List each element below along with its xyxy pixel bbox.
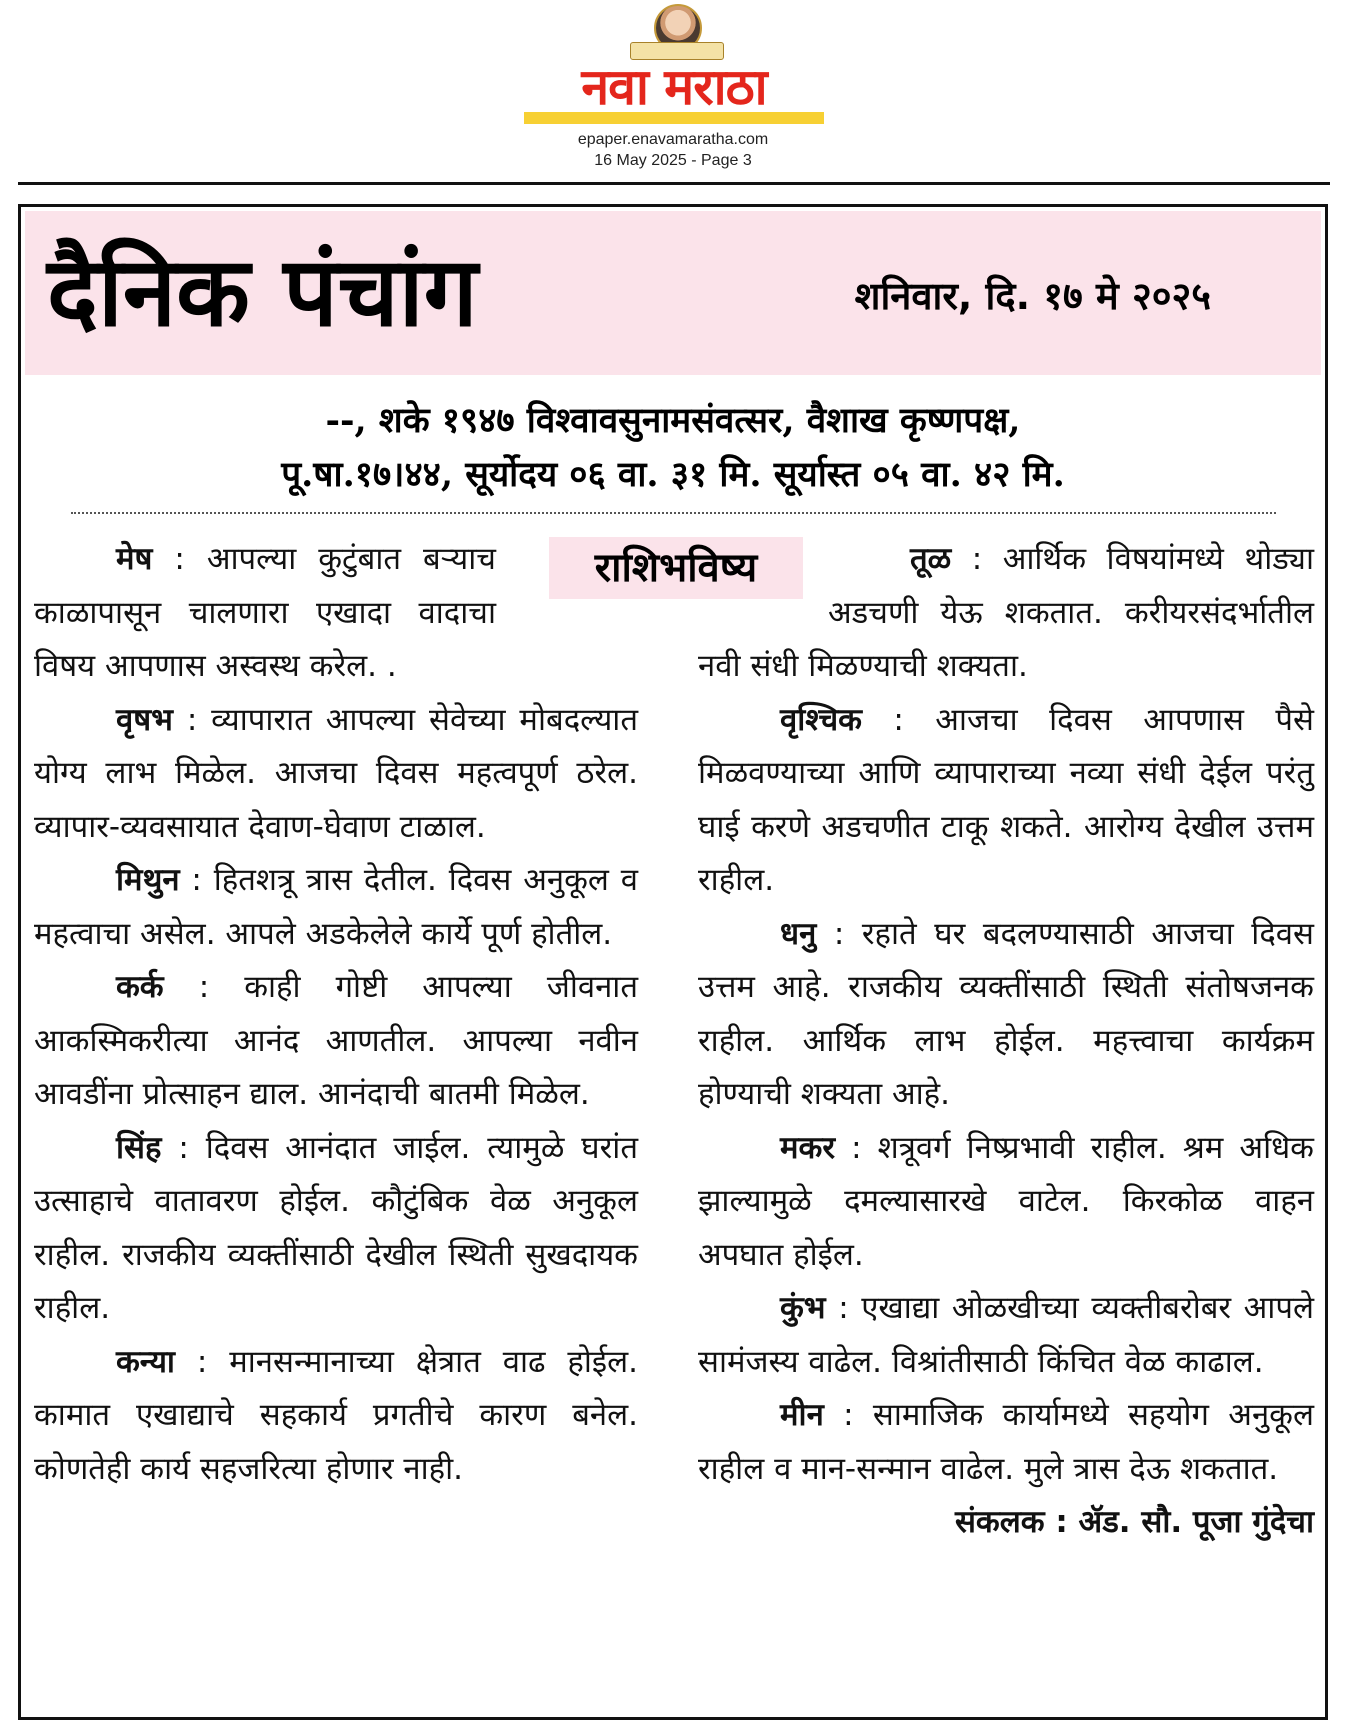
horoscope-text: : व्यापारात आपल्या सेवेच्या मोबदल्यात योग्य लाभ मिळेल. आजचा दिवस महत्वपूर्ण ठरेल. व्यापार-व्यवसायात देवाण-घेवाण टाळाल. xyxy=(34,701,638,845)
horoscope-entry xyxy=(698,694,1314,908)
horoscope-right-column xyxy=(698,533,1314,1550)
newspaper-logo[interactable]: नवा मराठा xyxy=(581,58,767,116)
zodiac-sign: तूळ xyxy=(910,541,952,577)
panchang-details-line-2: पू.षा.१७।४४, सूर्योदय ०६ वा. ३१ मि. सूर्यास्त ०५ वा. ४२ मि. xyxy=(281,454,1065,495)
horoscope-entry xyxy=(34,694,638,855)
badge-spacer xyxy=(496,533,638,633)
horoscope-text: : आर्थिक विषयांमध्ये थोड्या अडचणी येऊ शकतात. करीयरसंदर्भातील नवी संधी मिळण्याची शक्यता. xyxy=(698,541,1314,684)
epaper-url[interactable]: epaper.enavamaratha.com xyxy=(577,131,769,148)
dotted-divider xyxy=(71,512,1276,514)
top-divider xyxy=(18,182,1330,185)
horoscope-entry xyxy=(34,854,638,961)
title-band xyxy=(25,211,1321,375)
horoscope-entry xyxy=(698,1389,1314,1496)
zodiac-sign: मिथुन xyxy=(116,862,180,898)
horoscope-text: : शत्रूवर्ग निष्प्रभावी राहील. श्रम अधिक झाल्यामुळे दमल्यासारखे वाटेल. किरकोळ वाहन अपघात होईल. xyxy=(698,1129,1314,1273)
horoscope-text: : सामाजिक कार्यामध्ये सहयोग अनुकूल राहील व मान-सन्मान वाढेल. मुले त्रास देऊ शकतात. xyxy=(698,1397,1314,1487)
horoscope-text: : काही गोष्टी आपल्या जीवनात आकस्मिकरीत्या आनंद आणतील. आपल्या नवीन आवडींना प्रोत्साहन द्याल. आनंदाची बातमी मिळेल. xyxy=(34,969,638,1112)
zodiac-sign: मीन xyxy=(780,1397,824,1433)
zodiac-sign: वृषभ xyxy=(116,701,173,738)
horoscope-entry xyxy=(698,1282,1314,1389)
zodiac-sign: कर्क xyxy=(116,969,164,1005)
horoscope-text: : एखाद्या ओळखीच्या व्यक्तीबरोबर आपले सामंजस्य वाढेल. विश्रांतीसाठी किंचित वेळ काढाल. xyxy=(698,1290,1314,1380)
zodiac-sign: मकर xyxy=(780,1129,836,1166)
horoscope-text: : मानसन्मानाच्या क्षेत्रात वाढ होईल. कामात एखाद्याचे सहकार्य प्रगतीचे कारण बनेल. कोणतेही कार्य सहजरित्या होणार नाही. xyxy=(34,1343,638,1487)
horoscope-entry xyxy=(698,908,1314,1122)
zodiac-sign: वृश्चिक xyxy=(780,701,862,738)
panchang-details-line-1: --, शके १९४७ विश्वावसुनामसंवत्सर, वैशाख कृष्णपक्ष, xyxy=(325,400,1021,441)
zodiac-sign: मेष xyxy=(116,541,153,577)
horoscope-text: : आपल्या कुटुंबात बऱ्याच काळापासून चालणारा एखादा वादाचा विषय आपणास अस्वस्थ करेल. . xyxy=(34,541,496,684)
horoscope-entry xyxy=(34,961,638,1122)
horoscope-entry xyxy=(698,1122,1314,1283)
page-title: दैनिक पंचांग xyxy=(47,236,478,348)
section-badge: राशिभविष्य xyxy=(549,537,803,599)
panchang-date: शनिवार, दि. १७ मे २०२५ xyxy=(854,274,1211,318)
compiler-credit: संकलक : ॲड. सौ. पूजा गुंदेचा xyxy=(954,1504,1314,1540)
zodiac-sign: सिंह xyxy=(116,1129,162,1166)
horoscope-text: : दिवस आनंदात जाईल. त्यामुळे घरांत उत्साहाचे वातावरण होईल. कौटुंबिक वेळ अनुकूल राहील. राजकीय व्यक्तींसाठी देखील स्थिती सुखदायक राहील. xyxy=(34,1129,638,1326)
zodiac-sign: कन्या xyxy=(116,1343,175,1380)
horoscope-text: : रहाते घर बदलण्यासाठी आजचा दिवस उत्तम आहे. राजकीय व्यक्तींसाठी स्थिती संतोषजनक राहील. आर्थिक लाभ होईल. महत्त्वाचा कार्यक्रम होण्याची शक्यता आहे. xyxy=(698,915,1314,1112)
horoscope-entry xyxy=(34,1336,638,1497)
horoscope-text: : हितशत्रू त्रास देतील. दिवस अनुकूल व महत्वाचा असेल. आपले अडकेलेले कार्ये पूर्ण होतील. xyxy=(34,862,638,952)
horoscope-left-column xyxy=(34,533,638,1496)
masthead xyxy=(0,0,1346,170)
zodiac-sign: कुंभ xyxy=(780,1290,826,1326)
article-frame xyxy=(18,204,1328,1720)
badge-spacer xyxy=(698,533,828,633)
zodiac-sign: धनु xyxy=(780,915,817,952)
edition-date-page: 16 May 2025 - Page 3 xyxy=(594,152,752,169)
horoscope-text: : आजचा दिवस आपणास पैसे मिळवण्याच्या आणि व्यापाराच्या नव्या संधी देईल परंतु घाई करणे अडचणीत टाकू शकते. आरोग्य देखील उत्तम राहील. xyxy=(698,701,1314,898)
horoscope-entry xyxy=(34,1122,638,1336)
